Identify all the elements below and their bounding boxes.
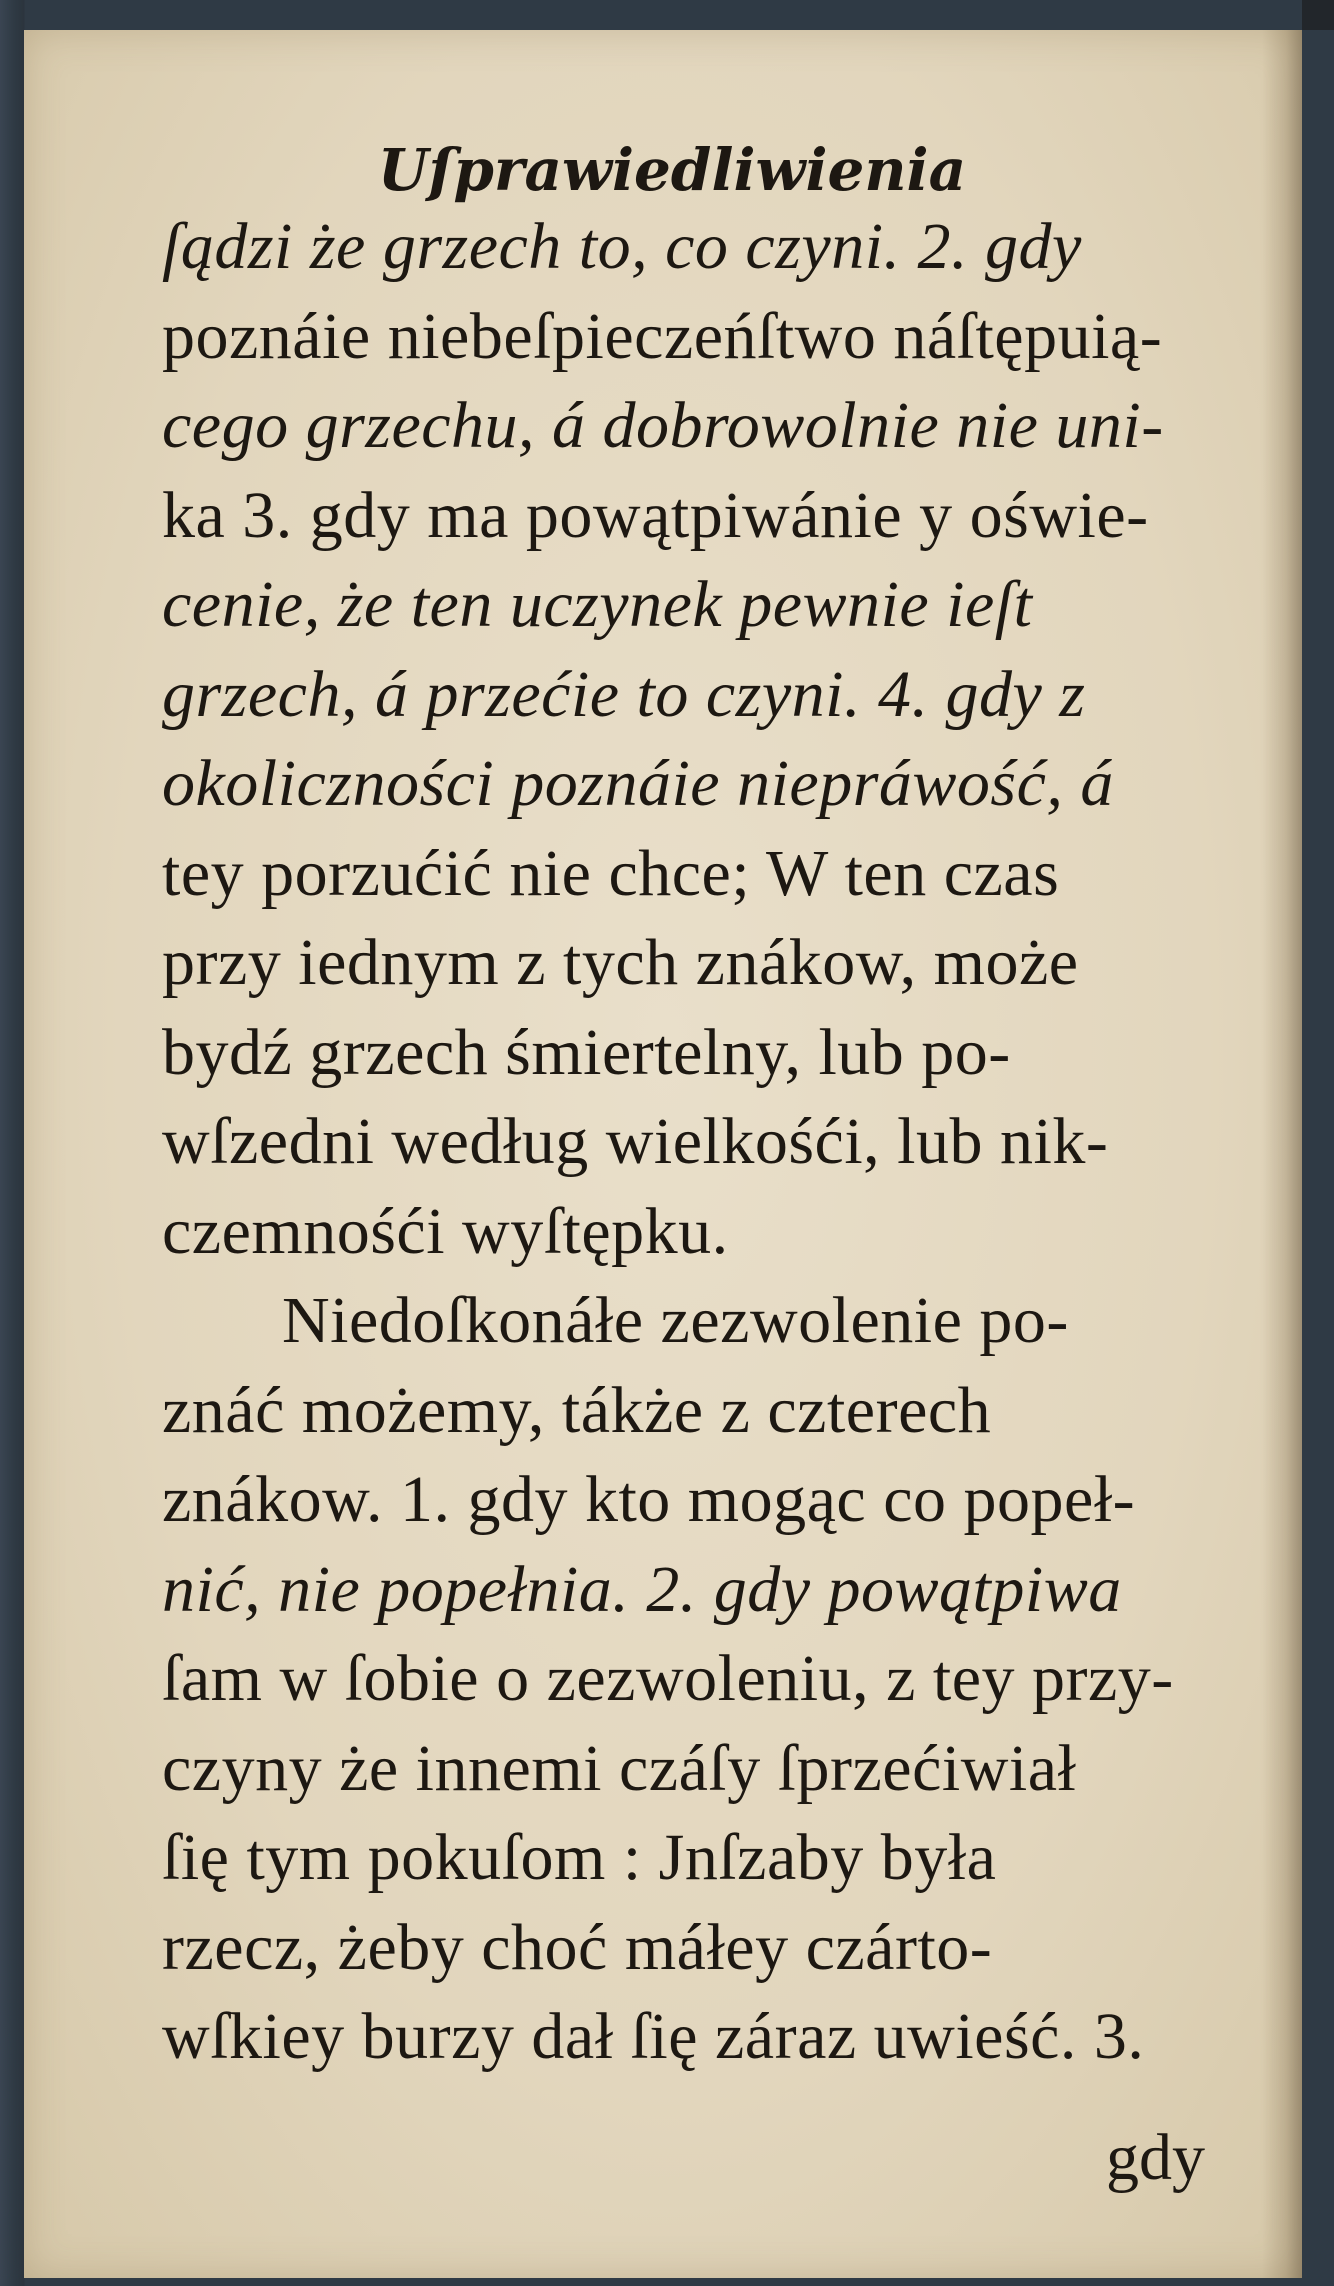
text-line-12: czemnośći wyſtępku. xyxy=(162,1194,729,1268)
text-line-21: wſkiey burzy dał ſię záraz uwieść. 3. xyxy=(162,2000,1145,2073)
text-line-18: czyny że innemi czáſy ſprzećiwiał xyxy=(162,1731,1077,1805)
text-line-2: poznáie niebeſpieczeńſtwo náſtępuią- xyxy=(162,299,1163,373)
text-line-9: przy iednym z tych znákow, może xyxy=(162,926,1079,999)
text-line-11: wſzedni według wielkośći, lub nik- xyxy=(162,1105,1109,1178)
text-line-14: znáć możemy, tákże z czterech xyxy=(162,1373,992,1447)
text-line-4: ka 3. gdy ma powątpiwánie y oświe- xyxy=(162,478,1149,552)
text-line-13: Niedoſkonáłe zezwolenie po- xyxy=(282,1284,1069,1357)
text-line-1: ſądzi że grzech to, co czyni. 2. gdy xyxy=(162,210,1082,283)
scan-corner xyxy=(1302,0,1334,30)
page-text xyxy=(162,138,1292,2082)
text-line-3: cego grzechu, á dobrowolnie nie uni- xyxy=(162,389,1164,462)
text-line-10: bydź grzech śmiertelny, lub po- xyxy=(162,1015,1011,1089)
text-line-7: okoliczności poznáie niepráwość, á xyxy=(162,747,1114,820)
running-header: Uſprawiedliwienia xyxy=(377,136,967,204)
text-line-16: nić, nie popełnia. 2. gdy powątpiwa xyxy=(162,1552,1122,1626)
text-line-5: cenie, że ten uczynek pewnie ieſt xyxy=(162,568,1033,641)
text-line-19: ſię tym pokuſom : Jnſzaby była xyxy=(162,1821,997,1894)
catchword: gdy xyxy=(1106,2121,1205,2194)
text-line-20: rzecz, żeby choć máłey czárto- xyxy=(162,1910,993,1984)
text-line-8: tey porzućić nie chce; W ten czas xyxy=(162,836,1060,910)
text-line-17: ſam w ſobie o zezwoleniu, z tey przy- xyxy=(162,1642,1174,1715)
text-line-6: grzech, á przećie to czyni. 4. gdy z xyxy=(162,657,1086,731)
text-line-15: znákow. 1. gdy kto mogąc co popeł- xyxy=(162,1463,1136,1536)
